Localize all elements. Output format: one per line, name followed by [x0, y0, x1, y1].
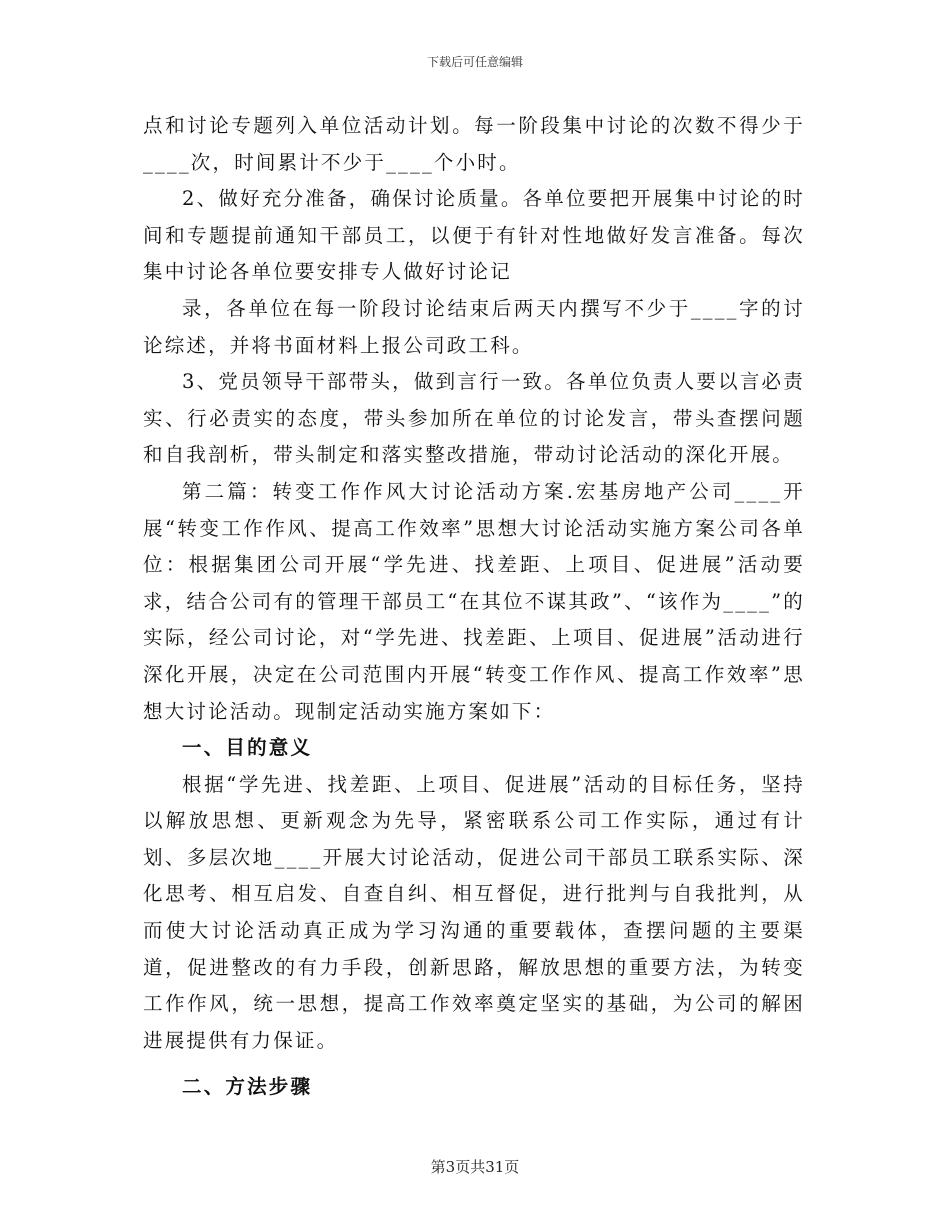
paragraph-item-2: 2、做好充分准备，确保讨论质量。各单位要把开展集中讨论的时间和专题提前通知干部员工，以便于有针对性地做好发言准备。每次集中讨论各单位要安排专人做好讨论记: [143, 187, 805, 284]
page-number-footer: 第3页共31页: [430, 1158, 520, 1176]
document-body: [143, 108, 805, 1106]
section-heading-purpose: 一、目的意义: [182, 736, 313, 760]
paragraph-continuation: 点和讨论专题列入单位活动计划。每一阶段集中讨论的次数不得少于____次，时间累计不少于____个小时。: [143, 114, 805, 174]
paragraph-purpose: 根据“学先进、找差距、上项目、促进展”活动的目标任务，坚持以解放思想、更新观念为先导，紧密联系公司工作实际，通过有计划、多层次地____开展大讨论活动，促进公司干部员工联系实际、深化思考、相互启发、自查自纠、相互督促，进行批判与自我批判，从而使大讨论活动真正成为学习沟通的重要载体，查摆问题的主要渠道，促进整改的有力手段，创新思路，解放思想的重要方法，为转变工作作风，统一思想，提高工作效率奠定坚实的基础，为公司的解困进展提供有力保证。: [143, 772, 805, 1052]
section-heading-steps: 二、方法步骤: [182, 1075, 313, 1099]
paragraph-item-3: 3、党员领导干部带头，做到言行一致。各单位负责人要以言必责实、行必责实的态度，带头参加所在单位的讨论发言，带头查摆问题和自我剖析，带头制定和落实整改措施，带动讨论活动的深化开展。: [143, 370, 805, 467]
paragraph-item-2-continued: 录，各单位在每一阶段讨论结束后两天内撰写不少于____字的讨论综述，并将书面材料上报公司政工科。: [143, 296, 805, 357]
paragraph-part-two-intro: 第二篇：转变工作作风大讨论活动方案.宏基房地产公司____开展“转变工作作风、提高工作效率”思想大讨论活动实施方案公司各单位：根据集团公司开展“学先进、找差距、上项目、促进展”活动要求，结合公司有的管理干部员工“在其位不谋其政”、“该作为____”的实际，经公司讨论，对“学先进、找差距、上项目、促进展”活动进行深化开展，决定在公司范围内开展“转变工作作风、提高工作效率”思想大讨论活动。现制定活动实施方案如下：: [143, 479, 805, 723]
page-header: 下载后可任意编辑: [426, 55, 523, 69]
